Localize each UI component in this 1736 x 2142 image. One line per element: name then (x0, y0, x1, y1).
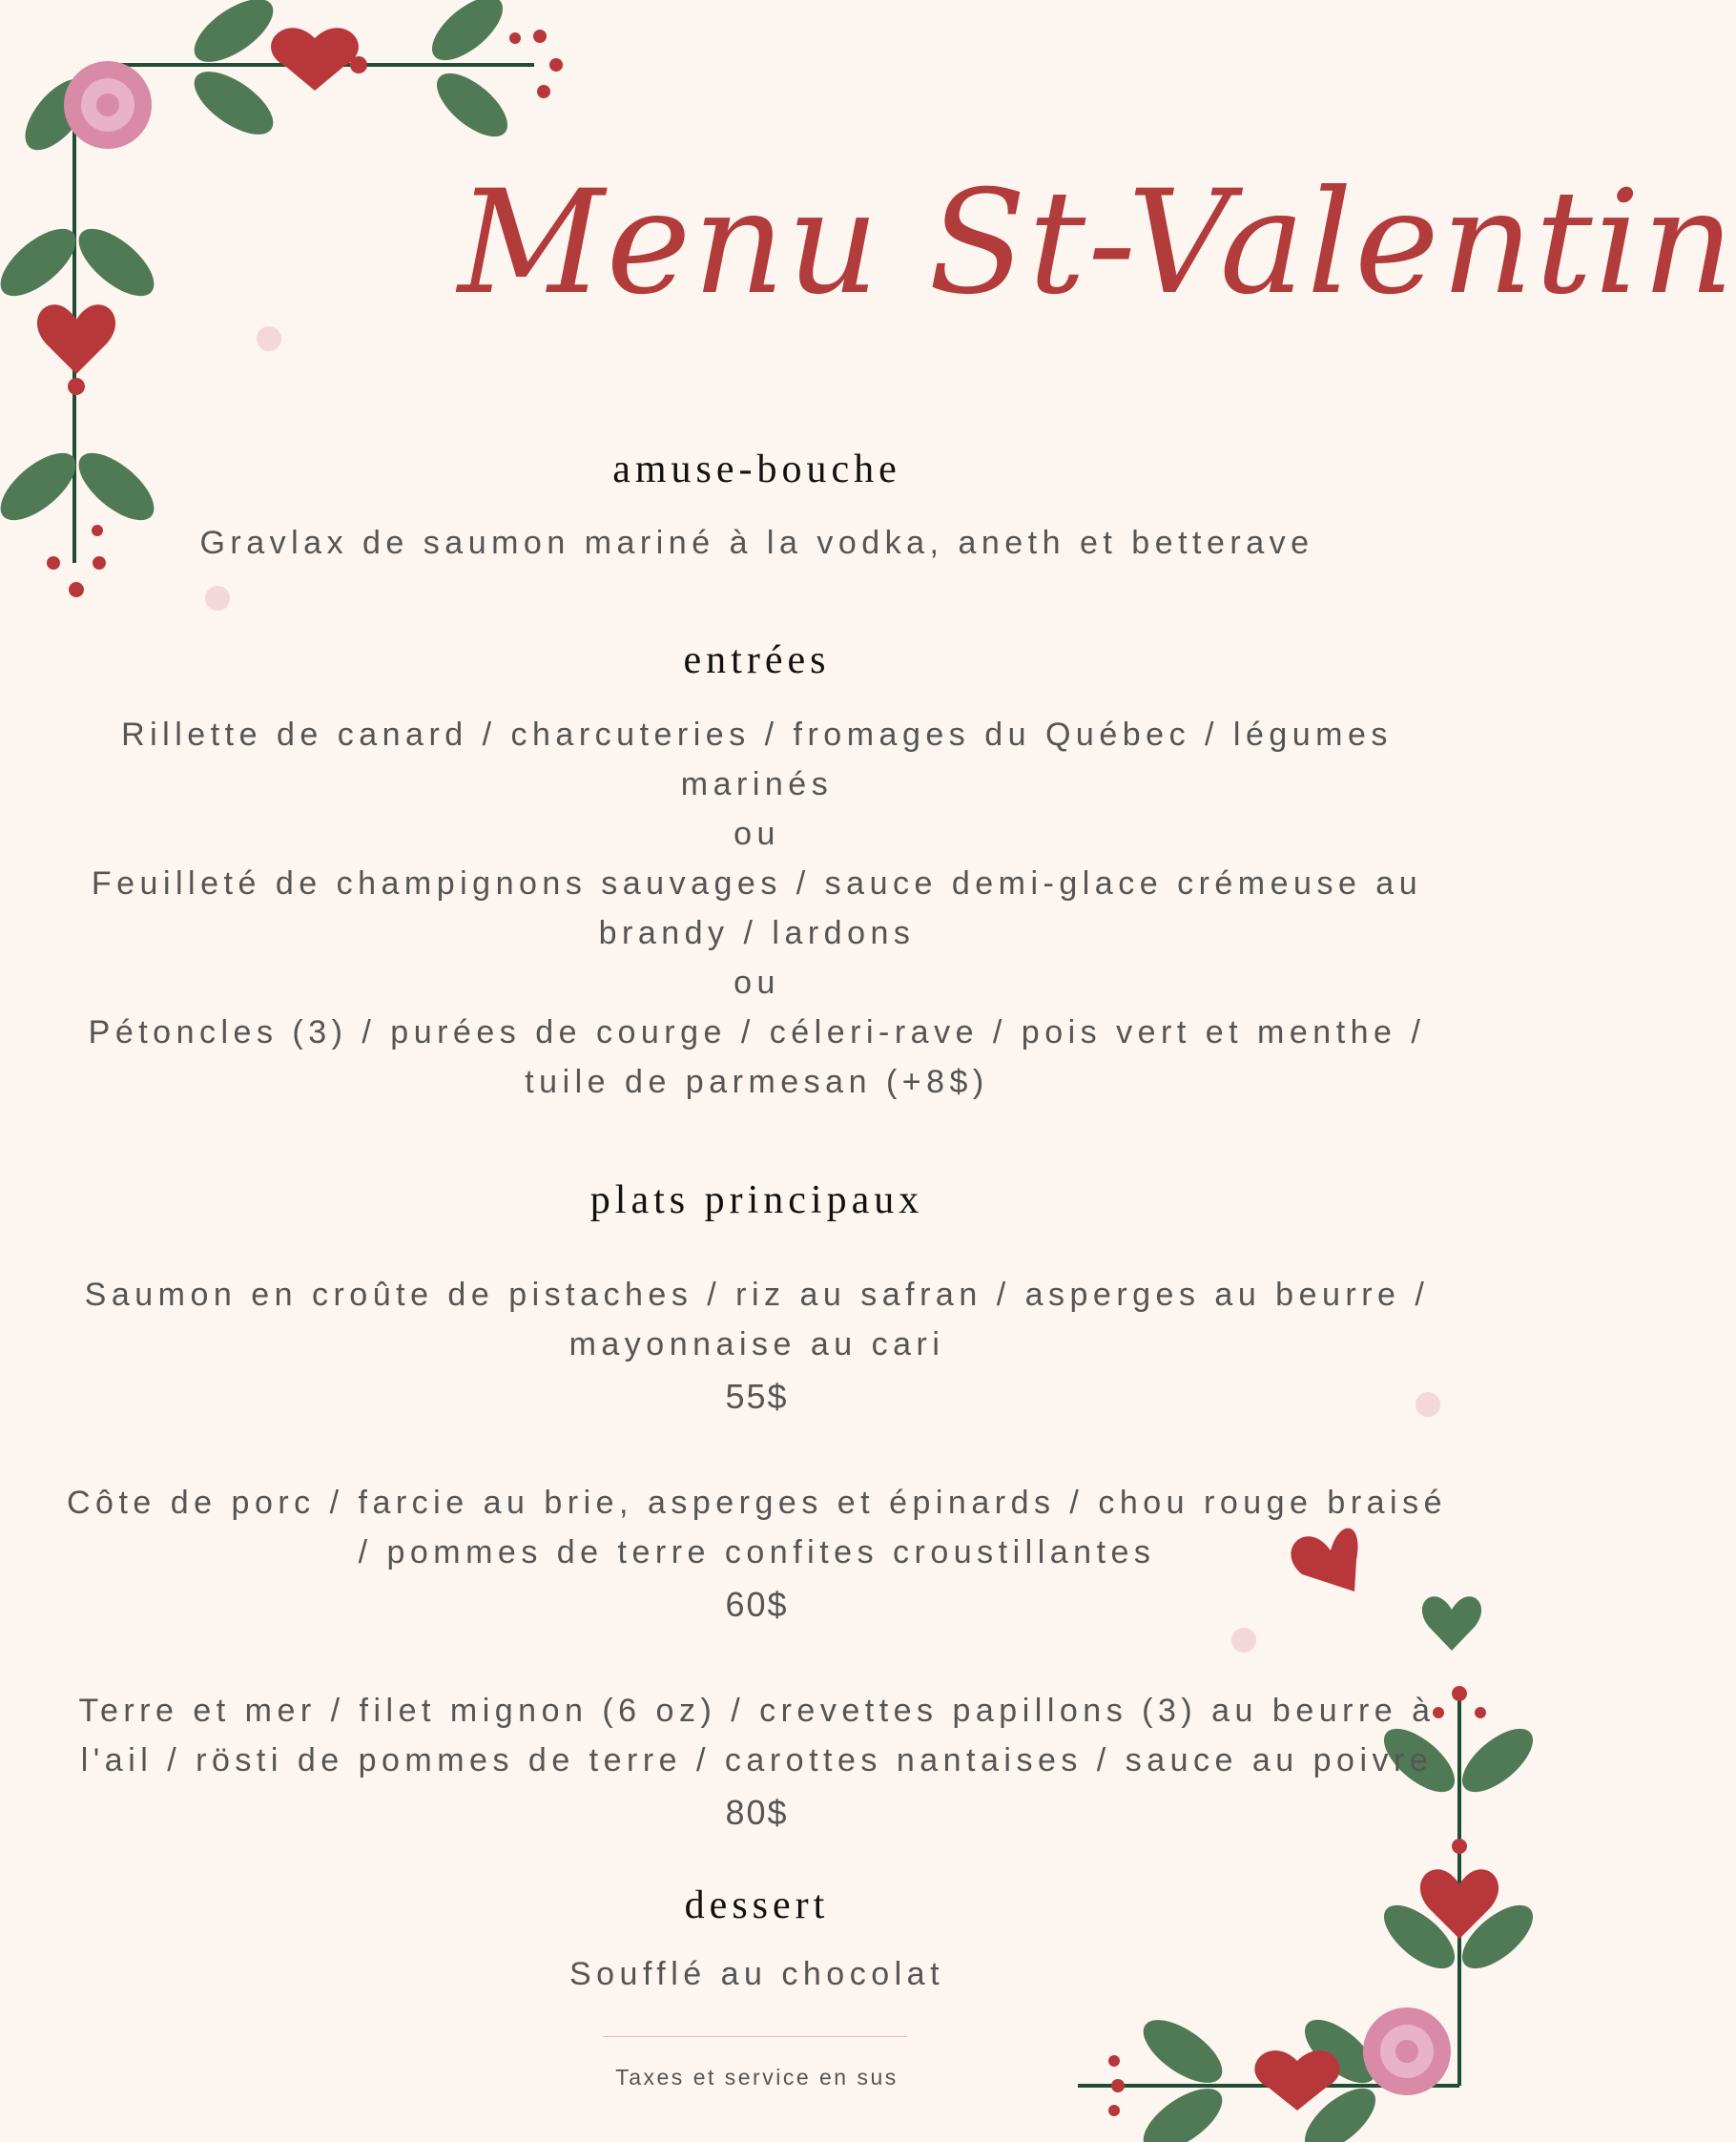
menu-item-line: Saumon en croûte de pistaches / riz au safran / asperges au beurre / (84, 1277, 1430, 1313)
menu-item-line: brandy / lardons (598, 915, 916, 951)
menu-item-line: Côte de porc / farcie au brie, asperges et épinards / chou rouge braisé (67, 1485, 1448, 1521)
menu-item-line: marinés (680, 766, 834, 802)
menu-separator-or: ou (734, 965, 780, 1001)
menu-item-line: / pommes de terre confites croustillantes (358, 1534, 1156, 1570)
footer-note: Taxes et service en sus (615, 2065, 899, 2090)
menu-title: Menu St-Valentin (458, 160, 1736, 326)
menu-item-price: 55$ (725, 1377, 789, 1416)
menu-item-price: 60$ (725, 1585, 789, 1624)
section-heading-entrees: entrées (683, 638, 831, 682)
menu-item-line: Soufflé au chocolat (568, 1956, 945, 1992)
menu-item-line: l'ail / rösti de pommes de terre / carottes nantaises / sauce au poivre (80, 1742, 1434, 1778)
menu-item-line: mayonnaise au cari (568, 1326, 945, 1362)
section-heading-amuse-bouche: amuse-bouche (612, 447, 901, 491)
section-heading-plats-principaux: plats principaux (589, 1178, 924, 1222)
menu-item-line: tuile de parmesan (+8$) (525, 1064, 989, 1100)
menu-separator-or: ou (734, 816, 780, 852)
menu-item-line: Gravlax de saumon mariné à la vodka, aneth et betterave (199, 525, 1314, 561)
section-heading-dessert: dessert (684, 1883, 830, 1927)
menu-item-line: Terre et mer / filet mignon (6 oz) / crevettes papillons (3) au beurre à (78, 1693, 1436, 1729)
menu-item-price: 80$ (725, 1793, 789, 1832)
menu-item-line: Rillette de canard / charcuteries / fromages du Québec / légumes (121, 717, 1393, 753)
footer-divider (603, 2036, 907, 2037)
menu-item-line: Pétoncles (3) / purées de courge / céleri-rave / pois vert et menthe / (88, 1014, 1426, 1050)
menu-item-line: Feuilleté de champignons sauvages / sauce demi-glace crémeuse au (91, 865, 1423, 902)
